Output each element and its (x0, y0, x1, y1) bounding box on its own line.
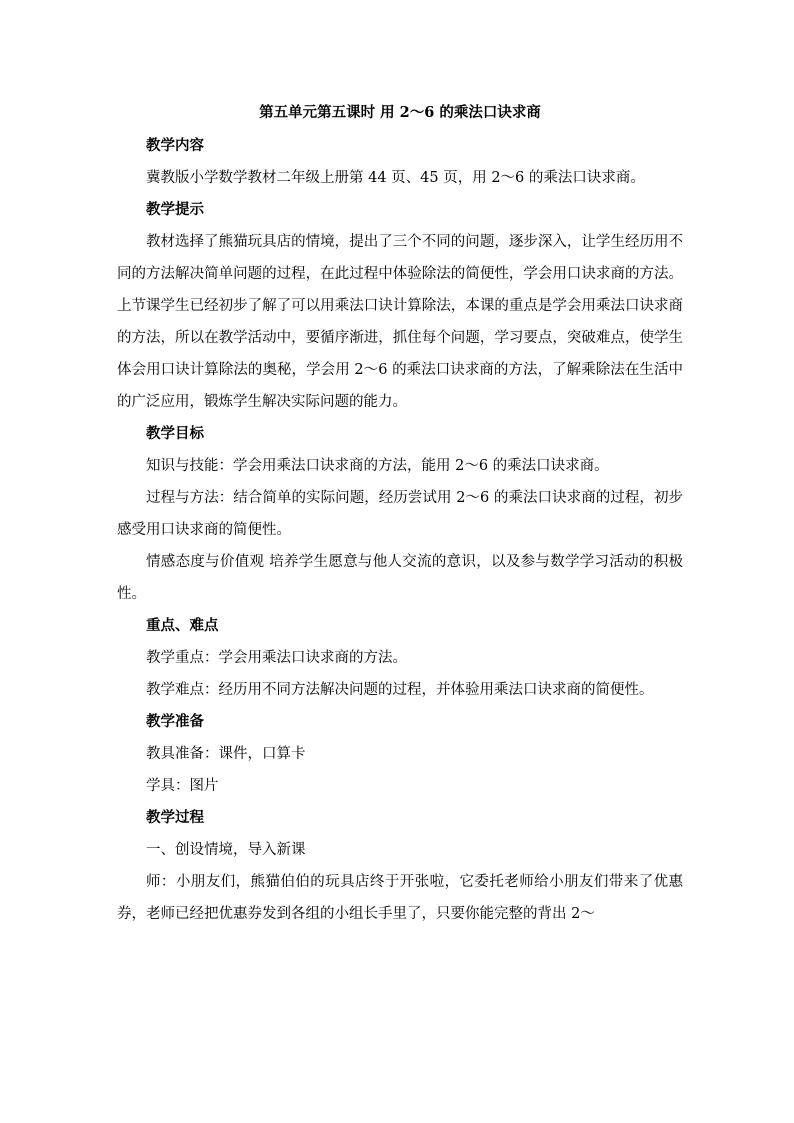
procedure-text: 师：小朋友们，熊猫伯伯的玩具店终于开张啦，它委托老师给小朋友们带来了优惠券，老师已经把优惠券发到各组的小组长手里了，只要你能完整的背出 2～ (117, 874, 683, 922)
goal-emotion: 情感态度与价值观 培养学生愿意与他人交流的意识，以及参与数学学习活动的积极性。 (117, 554, 683, 602)
tips-text: 教材选择了熊猫玩具店的情境，提出了三个不同的问题，逐步深入，让学生经历用不同的方法解决简单问题的过程，在此过程中体验除法的简便性，学会用口诀求商的方法。上节课学生已经初步了解了可以用乘法口诀计算除法，本课的重点是学会用乘法口诀求商的方法，所以在教学活动中，要循序渐进，抓住每个问题，学习要点，突破难点，使学生体会用口诀计算除法的奥秘，学会用 2～6 的乘法口诀求商的方法，了解乘除法在生活中的广泛应用，锻炼学生解决实际问题的能力。 (117, 234, 683, 410)
heading-tips: 教学提示 (146, 201, 204, 218)
document-body (117, 100, 683, 930)
content-text: 冀教版小学数学教材二年级上册第 44 页、45 页，用 2～6 的乘法口诀求商。 (146, 170, 645, 186)
prep-teacher: 教具准备：课件，口算卡 (146, 746, 306, 762)
heading-preparation: 教学准备 (146, 713, 204, 730)
heading-key-points: 重点、难点 (146, 617, 219, 634)
document-title: 第五单元第五课时 用 2～6 的乘法口诀求商 (259, 104, 541, 121)
heading-goals: 教学目标 (146, 425, 204, 442)
key-focus: 教学重点：学会用乘法口诀求商的方法。 (146, 650, 407, 666)
procedure-step-1: 一、创设情境，导入新课 (146, 842, 306, 858)
goal-process: 过程与方法：结合简单的实际问题，经历尝试用 2～6 的乘法口诀求商的过程，初步感受用口诀求商的简便性。 (117, 490, 683, 538)
prep-student: 学具：图片 (146, 778, 219, 794)
goal-knowledge: 知识与技能：学会用乘法口诀求商的方法，能用 2～6 的乘法口诀求商。 (146, 458, 609, 474)
key-difficulty: 教学难点：经历用不同方法解决问题的过程，并体验用乘法口诀求商的简便性。 (146, 682, 654, 698)
heading-content: 教学内容 (146, 137, 204, 154)
heading-procedure: 教学过程 (146, 809, 204, 826)
